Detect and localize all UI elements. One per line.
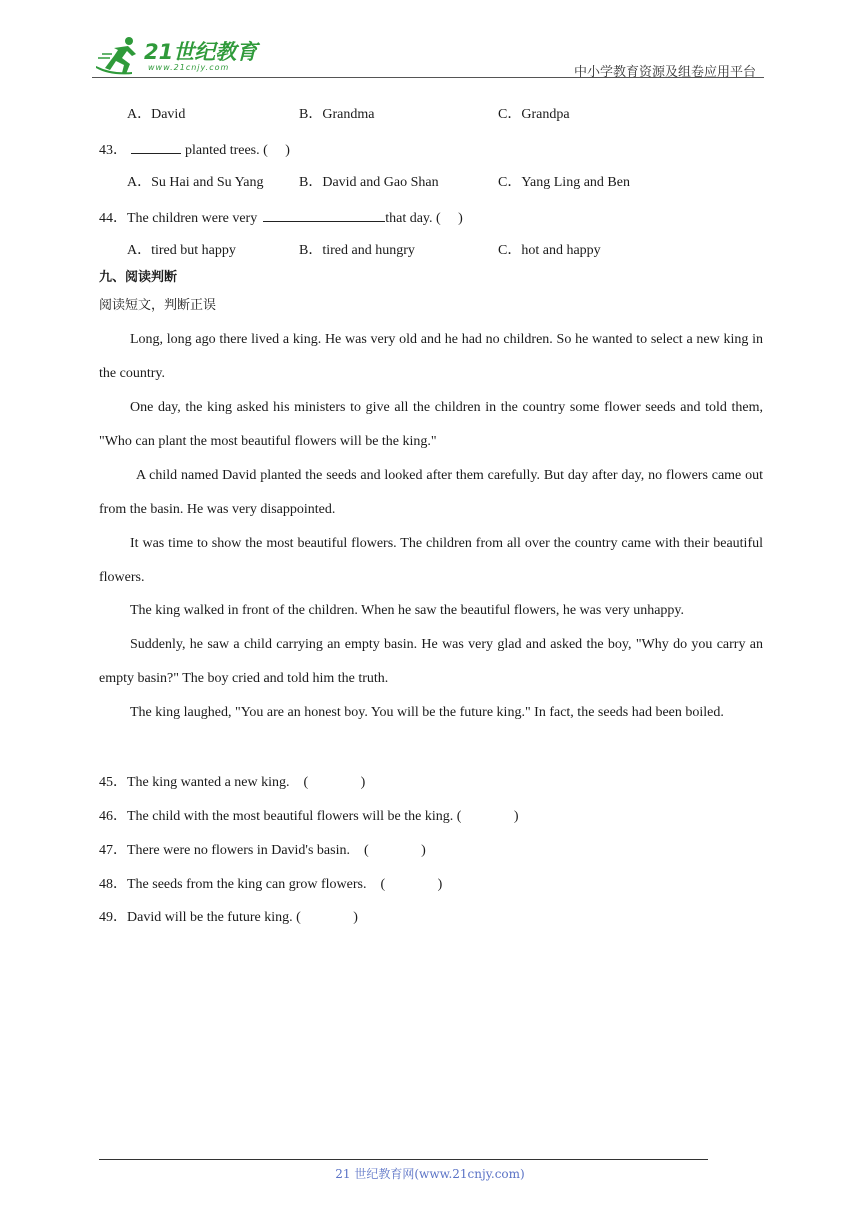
statement-text: There were no flowers in David's basin. ( ) — [127, 843, 426, 858]
statement-text: David will be the future king. ( ) — [127, 910, 358, 925]
statement-text: The seeds from the king can grow flowers. ( ) — [127, 877, 443, 892]
q42-option-c: C．Grandpa — [498, 107, 570, 122]
q43-option-a: A．Su Hai and Su Yang — [127, 175, 264, 190]
q44-blank — [263, 207, 385, 222]
section-instruction: 阅读短文，判断正误 — [99, 298, 217, 313]
q43-blank — [131, 139, 181, 154]
footer-text: 21 世纪教育网(www.21cnjy.com) — [335, 1167, 525, 1181]
section-heading: 九、阅读判断 — [99, 270, 178, 285]
passage-text: It was time to show the most beautiful flowers. The children from all over the country came with their beautiful flowers. — [99, 536, 763, 585]
statement-item — [99, 873, 442, 893]
q42-option-b: B．Grandma — [299, 107, 375, 122]
q44-text-before: The children were very — [127, 211, 258, 226]
statement-number: 48． — [99, 877, 127, 892]
passage-paragraph — [99, 391, 763, 459]
logo-text: 21世纪教育 — [144, 40, 258, 64]
statement-number: 46． — [99, 809, 127, 824]
header-rule — [92, 77, 764, 78]
passage-text: One day, the king asked his ministers to give all the children in the country some flower seeds and told them, "Who can plant the most beautiful flowers will be the king." — [99, 400, 763, 449]
footer-rule — [99, 1159, 708, 1160]
q44-option-c: C．hot and happy — [498, 243, 601, 258]
q43-option-b: B．David and Gao Shan — [299, 175, 439, 190]
passage-paragraph — [99, 696, 763, 730]
q43-stem — [99, 139, 290, 159]
logo-url: www.21cnjy.com — [148, 63, 230, 72]
statement-text: The child with the most beautiful flowers will be the king. ( ) — [127, 809, 519, 824]
statement-item — [99, 771, 365, 791]
q44-number: 44． — [99, 211, 127, 226]
passage-text: Long, long ago there lived a king. He was very old and he had no children. So he wanted to select a new king in the country. — [99, 332, 763, 381]
q44-option-b: B．tired and hungry — [299, 243, 415, 258]
passage-text: The king walked in front of the children. When he saw the beautiful flowers, he was very unhappy. — [130, 603, 684, 618]
passage-paragraph — [99, 527, 763, 595]
q44-stem — [99, 207, 463, 227]
statement-text: The king wanted a new king. ( ) — [127, 775, 366, 790]
passage-text: A child named David planted the seeds and looked after them carefully. But day after day, no flowers came out from the basin. He was very disappointed. — [99, 468, 763, 517]
q43-number: 43． — [99, 143, 127, 158]
q43-text: planted trees. ( ) — [185, 143, 290, 158]
passage-paragraph — [99, 628, 763, 696]
passage-paragraph — [99, 459, 763, 527]
passage-text: The king laughed, "You are an honest boy. You will be the future king." In fact, the seeds had been boiled. — [130, 705, 724, 720]
page-header — [92, 32, 764, 78]
q44-text-after: that day. ( ) — [385, 211, 463, 226]
q43-option-c: C．Yang Ling and Ben — [498, 175, 630, 190]
statement-number: 47． — [99, 843, 127, 858]
statement-number: 49． — [99, 910, 127, 925]
statement-number: 45． — [99, 775, 127, 790]
q42-option-a: A．David — [127, 107, 186, 122]
passage-paragraph — [99, 594, 763, 628]
passage-paragraph — [99, 323, 763, 391]
q44-option-a: A．tired but happy — [127, 243, 236, 258]
header-platform-text: 中小学教育资源及组卷应用平台 — [573, 65, 756, 80]
passage-text: Suddenly, he saw a child carrying an empty basin. He was very glad and asked the boy, "Why do you carry an empty basin?" The boy cried and told him the truth. — [99, 637, 763, 686]
statement-item — [99, 906, 358, 926]
statement-item — [99, 805, 519, 825]
statement-item — [99, 839, 426, 859]
